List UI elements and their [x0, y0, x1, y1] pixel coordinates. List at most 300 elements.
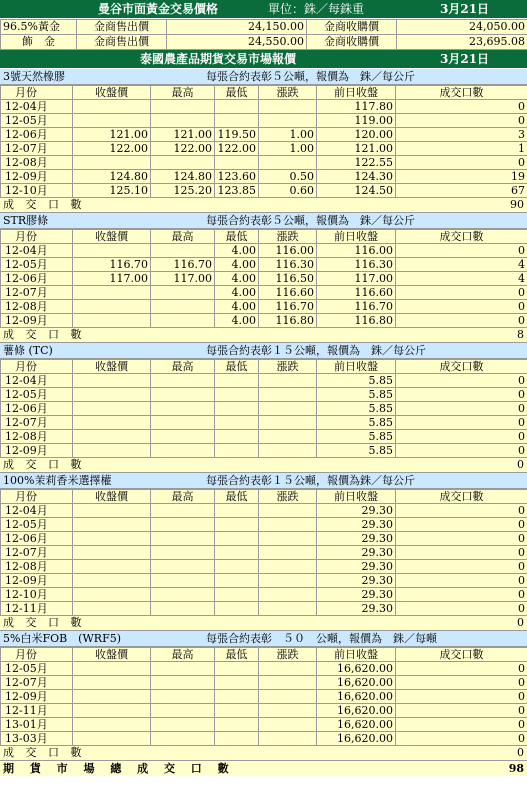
value-cell: 0	[396, 416, 527, 430]
table-row	[1, 416, 527, 430]
value-cell	[215, 560, 259, 574]
value-cell	[215, 532, 259, 546]
value-cell	[73, 388, 151, 402]
gold-unit: 單位：銖／每銖重	[268, 2, 365, 16]
value-cell: 117.00	[73, 272, 151, 286]
month-cell: 12-09月	[1, 444, 73, 458]
month-cell: 12-09月	[1, 170, 73, 184]
value-cell	[259, 732, 317, 746]
buy-label: 金商收購價	[307, 35, 397, 50]
value-cell	[151, 560, 215, 574]
section-name: 3號天然橡膠	[3, 70, 65, 83]
month-cell: 12-07月	[1, 142, 73, 156]
section-total-label: 成 交 口 數	[3, 198, 86, 211]
value-cell	[259, 718, 317, 732]
gold-type: 96.5%黃金	[1, 20, 77, 35]
value-cell: 0	[396, 444, 527, 458]
value-cell: 4.00	[215, 258, 259, 272]
month-cell: 12-05月	[1, 258, 73, 272]
column-header: 收盤價	[73, 230, 151, 244]
column-header-row	[1, 230, 527, 244]
table-row	[1, 662, 527, 676]
value-cell	[151, 314, 215, 328]
value-cell	[259, 690, 317, 704]
value-cell	[259, 588, 317, 602]
value-cell	[151, 662, 215, 676]
section-total-value: 90	[510, 198, 524, 211]
value-cell: 122.00	[73, 142, 151, 156]
value-cell	[151, 518, 215, 532]
futures-table	[0, 229, 527, 328]
table-row	[1, 588, 527, 602]
month-cell: 12-09月	[1, 314, 73, 328]
value-cell: 116.80	[259, 314, 317, 328]
column-header: 最低	[215, 648, 259, 662]
value-cell: 5.85	[317, 430, 396, 444]
value-cell: 0	[396, 374, 527, 388]
section-total	[0, 616, 527, 631]
value-cell	[73, 244, 151, 258]
value-cell: 0	[396, 532, 527, 546]
column-header: 最低	[215, 490, 259, 504]
column-header: 月份	[1, 360, 73, 374]
gold-type: 飾 金	[1, 35, 77, 50]
value-cell: 4.00	[215, 300, 259, 314]
value-cell: 16,620.00	[317, 690, 396, 704]
value-cell	[215, 690, 259, 704]
column-header: 漲跌	[259, 86, 317, 100]
value-cell: 117.80	[317, 100, 396, 114]
value-cell	[215, 100, 259, 114]
month-cell: 13-01月	[1, 718, 73, 732]
month-cell: 12-06月	[1, 128, 73, 142]
column-header: 前日收盤	[317, 490, 396, 504]
value-cell	[73, 374, 151, 388]
column-header: 漲跌	[259, 490, 317, 504]
table-row	[1, 258, 527, 272]
value-cell	[73, 416, 151, 430]
value-cell	[259, 560, 317, 574]
table-row	[1, 156, 527, 170]
value-cell	[259, 704, 317, 718]
month-cell: 12-08月	[1, 430, 73, 444]
column-header: 月份	[1, 86, 73, 100]
value-cell: 0.50	[259, 170, 317, 184]
value-cell: 19	[396, 170, 527, 184]
value-cell	[259, 374, 317, 388]
column-header: 漲跌	[259, 648, 317, 662]
table-row	[1, 504, 527, 518]
table-row	[1, 532, 527, 546]
value-cell	[151, 602, 215, 616]
value-cell	[73, 560, 151, 574]
table-row	[1, 430, 527, 444]
value-cell	[259, 532, 317, 546]
value-cell: 0	[396, 574, 527, 588]
value-cell: 0	[396, 430, 527, 444]
value-cell: 0	[396, 662, 527, 676]
value-cell: 5.85	[317, 388, 396, 402]
value-cell	[215, 156, 259, 170]
table-row	[1, 184, 527, 198]
value-cell	[215, 402, 259, 416]
value-cell: 0	[396, 718, 527, 732]
month-cell: 12-11月	[1, 704, 73, 718]
value-cell	[215, 374, 259, 388]
grand-total	[0, 761, 527, 776]
value-cell	[215, 114, 259, 128]
value-cell: 0	[396, 588, 527, 602]
buy-label: 金商收購價	[307, 20, 397, 35]
value-cell	[73, 662, 151, 676]
table-row	[1, 300, 527, 314]
value-cell: 29.30	[317, 546, 396, 560]
value-cell	[215, 546, 259, 560]
month-cell: 12-06月	[1, 532, 73, 546]
month-cell: 12-08月	[1, 156, 73, 170]
section-name: 薯條 (TC)	[3, 344, 53, 357]
section-unit: 每張合約表彰１５公噸，報價為 銖／每公斤	[206, 344, 426, 357]
column-header-row	[1, 490, 527, 504]
table-row	[1, 718, 527, 732]
column-header: 收盤價	[73, 490, 151, 504]
gold-price-table	[0, 19, 527, 50]
value-cell: 1	[396, 142, 527, 156]
value-cell: 117.00	[317, 272, 396, 286]
value-cell: 121.00	[317, 142, 396, 156]
column-header: 最高	[151, 230, 215, 244]
buy-price: 24,050.00	[397, 20, 527, 35]
value-cell: 122.00	[215, 142, 259, 156]
value-cell: 29.30	[317, 602, 396, 616]
section-name: 5%白米FOB (WRF5)	[3, 632, 121, 645]
value-cell: 5.85	[317, 374, 396, 388]
column-header: 月份	[1, 648, 73, 662]
value-cell: 67	[396, 184, 527, 198]
section-total-value: 0	[517, 746, 524, 759]
value-cell	[151, 388, 215, 402]
month-cell: 12-05月	[1, 388, 73, 402]
month-cell: 12-09月	[1, 574, 73, 588]
value-cell	[151, 546, 215, 560]
month-cell: 12-10月	[1, 588, 73, 602]
value-cell	[215, 662, 259, 676]
column-header: 前日收盤	[317, 230, 396, 244]
value-cell: 16,620.00	[317, 732, 396, 746]
value-cell: 5.85	[317, 402, 396, 416]
sell-label: 金商售出價	[77, 20, 167, 35]
value-cell	[215, 518, 259, 532]
value-cell	[151, 574, 215, 588]
sell-price: 24,550.00	[167, 35, 307, 50]
value-cell: 29.30	[317, 560, 396, 574]
table-row	[1, 114, 527, 128]
table-row	[1, 100, 527, 114]
value-cell	[73, 286, 151, 300]
value-cell: 29.30	[317, 504, 396, 518]
value-cell	[215, 704, 259, 718]
column-header: 收盤價	[73, 86, 151, 100]
month-cell: 12-06月	[1, 402, 73, 416]
column-header-row	[1, 648, 527, 662]
value-cell: 0	[396, 286, 527, 300]
month-cell: 12-11月	[1, 602, 73, 616]
value-cell	[215, 444, 259, 458]
section-total-value: 0	[517, 616, 524, 629]
month-cell: 12-10月	[1, 184, 73, 198]
value-cell	[151, 704, 215, 718]
section-name: 100%茉莉香米選擇權	[3, 474, 112, 487]
section-total	[0, 198, 527, 213]
value-cell	[215, 430, 259, 444]
value-cell: 4	[396, 272, 527, 286]
column-header-row	[1, 360, 527, 374]
month-cell: 12-07月	[1, 416, 73, 430]
column-header: 漲跌	[259, 360, 317, 374]
value-cell	[73, 300, 151, 314]
month-cell: 12-08月	[1, 300, 73, 314]
column-header: 最低	[215, 230, 259, 244]
value-cell	[73, 314, 151, 328]
value-cell	[151, 286, 215, 300]
value-cell: 124.50	[317, 184, 396, 198]
column-header: 成交口數	[396, 648, 527, 662]
table-row	[1, 690, 527, 704]
value-cell: 16,620.00	[317, 676, 396, 690]
value-cell	[151, 444, 215, 458]
month-cell: 12-05月	[1, 662, 73, 676]
month-cell: 12-05月	[1, 114, 73, 128]
value-cell	[73, 690, 151, 704]
table-row	[1, 704, 527, 718]
futures-sections	[0, 69, 527, 761]
table-row	[1, 388, 527, 402]
value-cell: 0	[396, 560, 527, 574]
value-cell: 4.00	[215, 286, 259, 300]
value-cell: 123.60	[215, 170, 259, 184]
value-cell: 4.00	[215, 272, 259, 286]
value-cell	[259, 444, 317, 458]
value-cell	[215, 718, 259, 732]
table-row	[1, 128, 527, 142]
table-row	[1, 732, 527, 746]
value-cell: 0	[396, 546, 527, 560]
column-header: 最低	[215, 360, 259, 374]
value-cell	[215, 588, 259, 602]
value-cell	[151, 690, 215, 704]
column-header: 收盤價	[73, 648, 151, 662]
table-row	[1, 560, 527, 574]
value-cell: 116.30	[259, 258, 317, 272]
value-cell: 29.30	[317, 518, 396, 532]
section-total-value: 0	[517, 458, 524, 471]
value-cell: 4.00	[215, 244, 259, 258]
value-cell	[151, 100, 215, 114]
value-cell: 0	[396, 300, 527, 314]
month-cell: 12-04月	[1, 374, 73, 388]
section-name: STR膠條	[3, 214, 49, 227]
buy-price: 23,695.08	[397, 35, 527, 50]
section-unit: 每張合約表彰５公噸，報價為 銖／每公斤	[206, 214, 415, 227]
value-cell	[73, 504, 151, 518]
sell-price: 24,150.00	[167, 20, 307, 35]
value-cell	[73, 704, 151, 718]
section-total	[0, 746, 527, 761]
value-cell	[73, 546, 151, 560]
value-cell	[259, 430, 317, 444]
value-cell: 116.00	[317, 244, 396, 258]
value-cell	[259, 518, 317, 532]
section-total	[0, 328, 527, 343]
month-cell: 13-03月	[1, 732, 73, 746]
value-cell	[73, 588, 151, 602]
value-cell	[73, 518, 151, 532]
value-cell	[151, 156, 215, 170]
value-cell: 124.30	[317, 170, 396, 184]
value-cell	[215, 602, 259, 616]
section-total-label: 成 交 口 數	[3, 458, 86, 471]
table-row	[1, 602, 527, 616]
value-cell: 0	[396, 518, 527, 532]
value-cell	[215, 676, 259, 690]
value-cell: 117.00	[151, 272, 215, 286]
value-cell: 0	[396, 402, 527, 416]
value-cell	[215, 504, 259, 518]
month-cell: 12-04月	[1, 100, 73, 114]
value-cell	[151, 374, 215, 388]
table-row	[1, 402, 527, 416]
futures-table	[0, 359, 527, 458]
value-cell: 0	[396, 314, 527, 328]
column-header: 前日收盤	[317, 648, 396, 662]
value-cell	[259, 662, 317, 676]
section-title	[0, 69, 527, 85]
value-cell	[151, 402, 215, 416]
value-cell	[73, 444, 151, 458]
value-cell: 116.70	[317, 300, 396, 314]
value-cell: 0	[396, 388, 527, 402]
gold-title: 曼谷市面黃金交易價格	[98, 2, 219, 16]
section-title	[0, 473, 527, 489]
section-unit: 每張合約表彰１５公噸，報價為銖／每公斤	[206, 474, 415, 487]
value-cell: 4	[396, 258, 527, 272]
month-cell: 12-07月	[1, 546, 73, 560]
table-row	[1, 574, 527, 588]
value-cell	[73, 676, 151, 690]
value-cell: 1.00	[259, 142, 317, 156]
value-cell	[151, 430, 215, 444]
value-cell	[259, 602, 317, 616]
value-cell: 5.85	[317, 444, 396, 458]
grand-total-value: 98	[508, 762, 524, 775]
month-cell: 12-04月	[1, 244, 73, 258]
value-cell: 29.30	[317, 588, 396, 602]
gold-header	[0, 0, 527, 19]
column-header: 最高	[151, 490, 215, 504]
column-header: 月份	[1, 230, 73, 244]
value-cell: 0	[396, 704, 527, 718]
section-total-label: 成 交 口 數	[3, 746, 86, 759]
value-cell	[259, 676, 317, 690]
value-cell: 0	[396, 156, 527, 170]
value-cell	[151, 114, 215, 128]
value-cell: 124.80	[73, 170, 151, 184]
column-header: 前日收盤	[317, 360, 396, 374]
table-row	[1, 314, 527, 328]
section-title	[0, 213, 527, 229]
section-total-label: 成 交 口 數	[3, 616, 86, 629]
value-cell: 116.60	[259, 286, 317, 300]
column-header: 最高	[151, 648, 215, 662]
value-cell: 16,620.00	[317, 662, 396, 676]
value-cell	[73, 156, 151, 170]
value-cell	[259, 100, 317, 114]
value-cell: 125.20	[151, 184, 215, 198]
value-cell: 122.55	[317, 156, 396, 170]
value-cell	[151, 732, 215, 746]
value-cell	[259, 388, 317, 402]
value-cell	[259, 504, 317, 518]
table-row	[1, 444, 527, 458]
value-cell: 125.10	[73, 184, 151, 198]
value-cell	[215, 574, 259, 588]
value-cell: 121.00	[151, 128, 215, 142]
value-cell: 0	[396, 732, 527, 746]
value-cell	[151, 504, 215, 518]
value-cell: 5.85	[317, 416, 396, 430]
column-header: 成交口數	[396, 360, 527, 374]
month-cell: 12-09月	[1, 690, 73, 704]
value-cell	[151, 676, 215, 690]
value-cell	[73, 732, 151, 746]
futures-title: 泰國農產品期貨交易市場報價	[140, 52, 297, 66]
column-header: 最低	[215, 86, 259, 100]
value-cell: 119.50	[215, 128, 259, 142]
value-cell	[151, 416, 215, 430]
section-title	[0, 343, 527, 359]
value-cell: 0	[396, 504, 527, 518]
value-cell	[151, 588, 215, 602]
value-cell: 16,620.00	[317, 718, 396, 732]
month-cell: 12-04月	[1, 504, 73, 518]
grand-total-label: 期 貨 市 場 總 成 交 口 數	[3, 762, 235, 775]
value-cell	[259, 114, 317, 128]
futures-table	[0, 85, 527, 198]
value-cell	[73, 114, 151, 128]
section-total-value: 8	[517, 328, 524, 341]
table-row	[1, 244, 527, 258]
gold-date: 3月21日	[440, 2, 490, 16]
table-row	[1, 142, 527, 156]
month-cell: 12-07月	[1, 676, 73, 690]
section-total-label: 成 交 口 數	[3, 328, 86, 341]
table-row	[1, 374, 527, 388]
column-header: 成交口數	[396, 86, 527, 100]
value-cell	[151, 300, 215, 314]
futures-header	[0, 50, 527, 69]
value-cell	[73, 602, 151, 616]
value-cell	[73, 430, 151, 444]
value-cell: 116.70	[73, 258, 151, 272]
value-cell: 116.80	[317, 314, 396, 328]
month-cell: 12-05月	[1, 518, 73, 532]
column-header: 成交口數	[396, 490, 527, 504]
value-cell: 122.00	[151, 142, 215, 156]
value-cell	[215, 416, 259, 430]
value-cell: 116.00	[259, 244, 317, 258]
value-cell	[215, 732, 259, 746]
value-cell: 116.70	[151, 258, 215, 272]
